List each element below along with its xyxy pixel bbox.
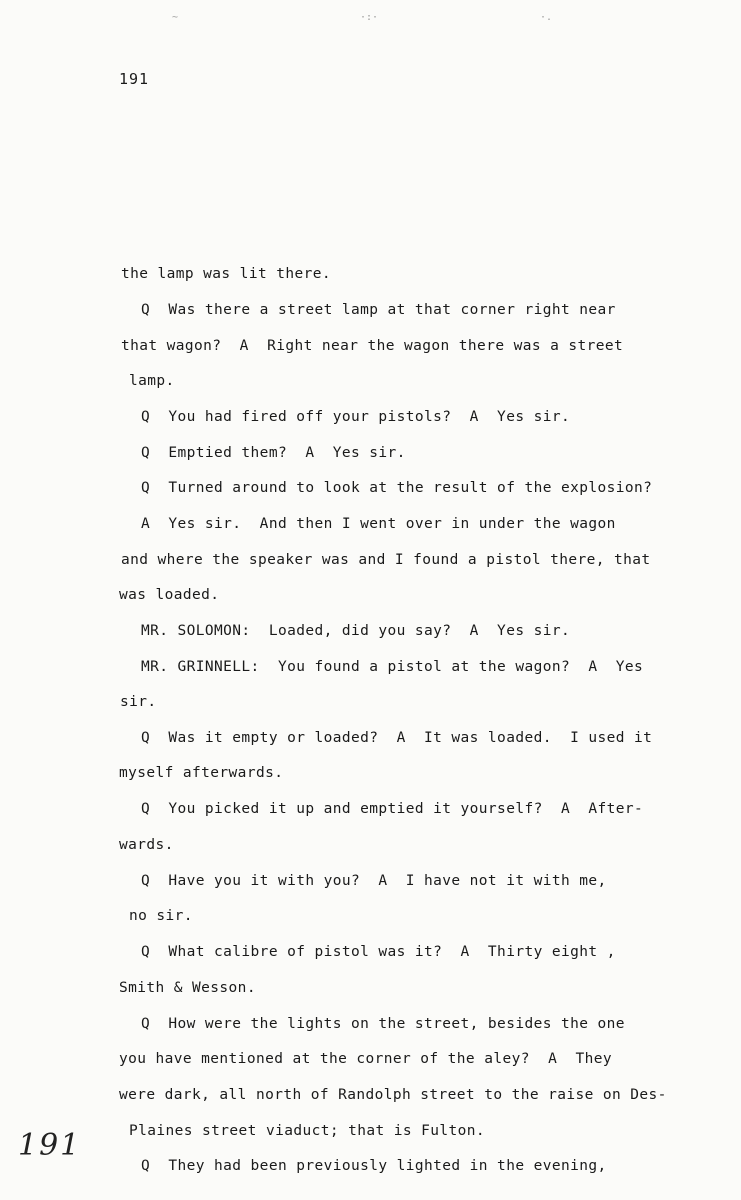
handwritten-margin-note: 191: [18, 1128, 82, 1163]
transcript-line: wards.: [119, 837, 174, 853]
scan-speck: ~: [172, 12, 179, 23]
transcript-line: Q Was there a street lamp at that corner right near: [141, 302, 616, 318]
transcript-line: Smith & Wesson.: [119, 980, 256, 996]
transcript-line: Q You had fired off your pistols? A Yes sir.: [141, 409, 571, 425]
transcript-line: sir.: [120, 694, 157, 710]
transcript-line: Q Was it empty or loaded? A It was loaded. I used it: [141, 730, 653, 746]
page-number: 191: [119, 70, 150, 88]
transcript-line: lamp.: [129, 373, 175, 389]
scan-speck: ·.: [540, 12, 553, 23]
transcript-line: MR. GRINNELL: You found a pistol at the wagon? A Yes: [141, 659, 644, 675]
transcript-line: Q Emptied them? A Yes sir.: [141, 445, 406, 461]
scan-speck: ·:·: [360, 12, 379, 23]
transcript-line: A Yes sir. And then I went over in under the wagon: [141, 516, 616, 532]
transcript-line: myself afterwards.: [119, 765, 284, 781]
transcript-line: were dark, all north of Randolph street to the raise on Des-: [119, 1087, 667, 1103]
transcript-line: you have mentioned at the corner of the aley? A They: [119, 1051, 613, 1067]
transcript-line: Q Have you it with you? A I have not it with me,: [141, 873, 607, 889]
transcript-line: the lamp was lit there.: [121, 266, 331, 282]
transcript-line: no sir.: [129, 908, 193, 924]
transcript-line: MR. SOLOMON: Loaded, did you say? A Yes sir.: [141, 623, 571, 639]
transcript-line: was loaded.: [119, 587, 220, 603]
transcript-line: Plaines street viaduct; that is Fulton.: [129, 1123, 486, 1139]
transcript-line: and where the speaker was and I found a pistol there, that: [121, 552, 651, 568]
transcript-line: Q You picked it up and emptied it yourself? A After-: [141, 801, 644, 817]
transcript-line: Q Turned around to look at the result of the explosion?: [141, 480, 653, 496]
transcript-line: that wagon? A Right near the wagon there was a street: [121, 338, 624, 354]
transcript-line: Q What calibre of pistol was it? A Thirty eight ,: [141, 944, 616, 960]
transcript-line: Q They had been previously lighted in the evening,: [141, 1158, 607, 1174]
transcript-line: Q How were the lights on the street, besides the one: [141, 1016, 625, 1032]
